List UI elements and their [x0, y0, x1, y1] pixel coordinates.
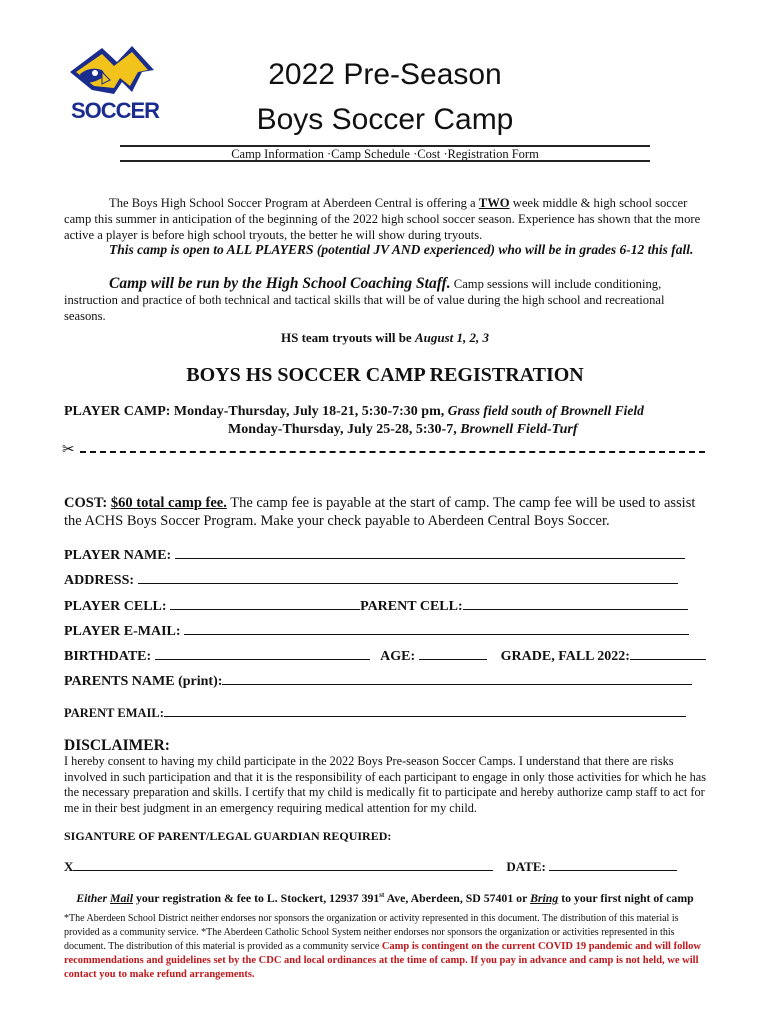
parent-cell-field[interactable] — [463, 597, 688, 610]
two-emphasis: TWO — [478, 196, 510, 210]
player-email-field[interactable] — [184, 622, 689, 635]
date-field[interactable] — [549, 858, 677, 871]
birthdate-field[interactable] — [155, 647, 370, 660]
signature-field[interactable] — [73, 858, 493, 871]
mail-sup: st — [379, 891, 385, 899]
scissors-icon: ✂ — [62, 442, 75, 458]
mail-word: Mail — [110, 890, 133, 905]
dashed-cut-line — [80, 451, 705, 453]
eagle-soccer-logo — [62, 42, 162, 132]
mail-text-c: Ave, Aberdeen, SD 57401 or — [384, 890, 531, 905]
tryouts-label: HS team tryouts will be — [280, 330, 415, 345]
title-line-1: 2022 Pre-Season — [268, 58, 502, 91]
player-name-label: PLAYER NAME: — [64, 548, 172, 563]
tryouts-dates: August 1, 2, 3 — [414, 330, 490, 345]
signature-label: SIGANTURE OF PARENT/LEGAL GUARDIAN REQUIRED: — [64, 829, 392, 843]
coaching-staff-paragraph — [64, 276, 706, 324]
mail-text-b: your registration & fee to L. Stockert, 12937 391 — [133, 890, 380, 905]
cell-row — [64, 597, 714, 615]
cut-line — [62, 444, 707, 458]
signature-row — [64, 858, 714, 875]
address-field[interactable] — [138, 571, 678, 584]
coaching-staff-emphasis: Camp will be run by the High School Coaching Staff. — [109, 275, 451, 292]
camp-schedule-dates-2: Monday-Thursday, July 25-28, 5:30-7, — [228, 422, 461, 437]
player-cell-label: PLAYER CELL: — [64, 599, 167, 614]
parents-name-field[interactable] — [222, 672, 692, 685]
section-list: Camp Information ·Camp Schedule ·Cost ·Registration Form — [231, 147, 539, 161]
parents-name-label: PARENTS NAME (print): — [64, 674, 223, 689]
intro-text-a: The Boys High School Soccer Program at Aberdeen Central is offering a — [109, 196, 479, 210]
registration-heading: BOYS HS SOCCER CAMP REGISTRATION — [186, 364, 584, 386]
open-to-all-paragraph: This camp is open to ALL PLAYERS (potential JV AND experienced) who will be in grades 6-12 this fall. — [109, 242, 694, 257]
address-row — [64, 571, 714, 589]
grade-label: GRADE, FALL 2022: — [500, 649, 630, 664]
parent-cell-label: PARENT CELL: — [360, 599, 463, 614]
player-email-label: PLAYER E-MAIL: — [64, 624, 181, 639]
camp-schedule-label: PLAYER CAMP: Monday-Thursday, July 18-21, 5:30-7:30 pm, — [64, 404, 448, 419]
footer-notice — [64, 912, 706, 982]
player-cell-field[interactable] — [170, 597, 360, 610]
mail-instructions — [64, 887, 706, 906]
intro-text-b: week middle & high school soccer camp this summer in anticipation of the beginning of the 2022 high school soccer season. Experience has shown that the more active a player is before high school tryouts, the better he will show during tryouts. — [64, 196, 701, 242]
camp-location-2: Brownell Field-Turf — [460, 422, 578, 437]
camp-schedule-line-2 — [228, 422, 688, 438]
camp-location-1: Grass field south of Brownell Field — [447, 403, 644, 418]
cost-text: The camp fee is payable at the start of camp. The camp fee will be used to assist the ACHS Boys Soccer Program. Make your check payable to Aberdeen Central Boys Soccer. — [64, 495, 696, 529]
player-email-row — [64, 622, 714, 640]
cost-label: COST: — [64, 495, 111, 511]
footer-note: *The Aberdeen School District neither endorses nor sponsors the organization or activity represented in this document. The distribution of this material is provided as a community service. *The Aberdeen Catholic School System neither endorses nor sponsors the organization or activities represented in this document. The distribution of this material is provided as a community service — [64, 913, 679, 952]
cost-amount: $60 total camp fee. — [110, 495, 227, 511]
disclaimer-heading: DISCLAIMER: — [64, 737, 170, 754]
parent-email-label: PARENT EMAIL: — [64, 706, 164, 720]
cost-paragraph — [64, 494, 706, 530]
intro-paragraph — [64, 195, 706, 243]
title-line-2: Boys Soccer Camp — [256, 103, 514, 136]
covid-notice: Camp is contingent on the current COVID 19 pandemic and will follow recommendations and guidelines set by the CDC and local ordinances at the time of camp. If you pay in advance and camp is not held, we will contact you to make refund arrangements. — [64, 941, 702, 980]
player-name-field[interactable] — [175, 546, 685, 559]
camp-schedule-line-1 — [64, 403, 724, 420]
player-name-row — [64, 546, 714, 564]
parents-name-row — [64, 672, 714, 690]
mail-text-d: to your first night of camp — [558, 890, 694, 905]
address-label: ADDRESS: — [64, 573, 135, 588]
disclaimer-text: I hereby consent to having my child participate in the 2022 Boys Pre-season Soccer Camps. I understand that there are risks involved in such participation and that it is the responsibility of each participant to engage in only those activities for which he has the necessary preparation and skills. I certify that my child is medically fit to participate and hereby authorize camp staff to act for me in their best judgment in an emergency requiring medical attention for my child. — [64, 754, 707, 815]
age-label: AGE: — [380, 649, 416, 664]
mail-text-a: Either — [76, 890, 111, 905]
date-label: DATE: — [506, 859, 546, 874]
parent-email-row — [64, 704, 714, 721]
parent-email-field[interactable] — [164, 704, 686, 717]
birthdate-row — [64, 647, 714, 665]
coaching-staff-text: Camp sessions will include conditioning, instruction and practice of both technical and tactical skills that will be of value during the high school and recreational seasons. — [64, 277, 665, 323]
tryouts-line — [64, 330, 706, 346]
bring-word: Bring — [530, 890, 559, 905]
title-rule-bottom — [120, 160, 650, 162]
age-field[interactable] — [419, 647, 487, 660]
birthdate-label: BIRTHDATE: — [64, 649, 152, 664]
grade-field[interactable] — [630, 647, 706, 660]
logo-text: SOCCER — [70, 98, 160, 123]
signature-x: X — [64, 859, 74, 874]
